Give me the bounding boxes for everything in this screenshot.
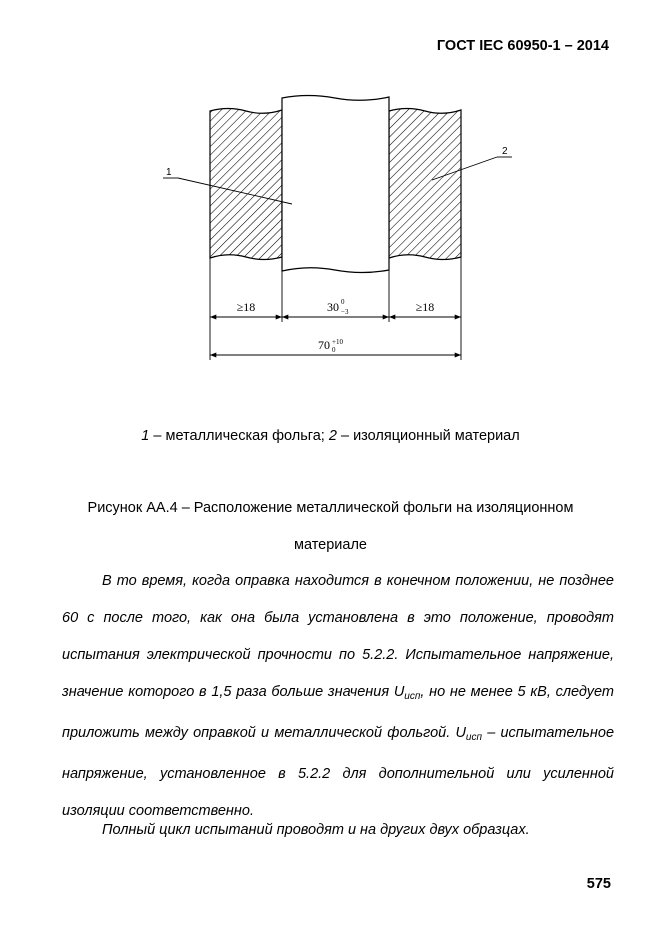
dim-left-label: ≥18 xyxy=(236,300,256,314)
svg-text:0: 0 xyxy=(332,346,336,354)
dim-total-label xyxy=(318,338,343,354)
paragraph-1: В то время, когда оправка находится в конечном положении, не позднее 60 с после того, как она была установлена в это положение, проводят испытания электрической прочности по 5.2.2. Испытательное напряжение, значение которого в 1,5 раза больше значения $U_{исп}$, но не менее 5 кВ, следует приложить между оправкой и металлической фольгой. $U_{исп}$ – испытательное напряжение, установленное в 5.2.2 для дополнительной или усиленной изоляции соответственно. xyxy=(62,573,615,819)
page-number: 575 xyxy=(586,876,611,892)
svg-text:+10: +10 xyxy=(332,338,343,346)
callout-2: 2 xyxy=(502,146,508,157)
dim-center-label xyxy=(327,298,349,316)
callout-1: 1 xyxy=(166,167,172,178)
figure-caption-line-1: Рисунок АА.4 – Расположение металлической фольги на изоляционном xyxy=(87,500,574,516)
svg-text:70: 70 xyxy=(318,338,330,352)
figure-caption-line-2: материале xyxy=(293,537,367,553)
insulation-right xyxy=(389,109,461,260)
document-header: ГОСТ IEC 60950-1 – 2014 xyxy=(436,38,609,54)
metal-foil xyxy=(282,96,389,273)
figure-legend xyxy=(0,428,661,444)
svg-text:0: 0 xyxy=(341,298,345,306)
legend-number-1: 1 xyxy=(141,428,150,444)
legend-text-1: – металлическая фольга; xyxy=(149,428,329,444)
svg-text:30: 30 xyxy=(327,300,339,314)
insulation-left xyxy=(210,109,282,260)
paragraph-2: Полный цикл испытаний проводят и на других двух образцах. xyxy=(102,822,530,838)
legend-number-2: 2 xyxy=(328,428,337,444)
legend-text-2: – изоляционный материал xyxy=(336,428,520,444)
svg-text:−3: −3 xyxy=(341,308,349,316)
dim-right-label: ≥18 xyxy=(415,300,435,314)
foil-arrangement-drawing xyxy=(0,0,661,400)
